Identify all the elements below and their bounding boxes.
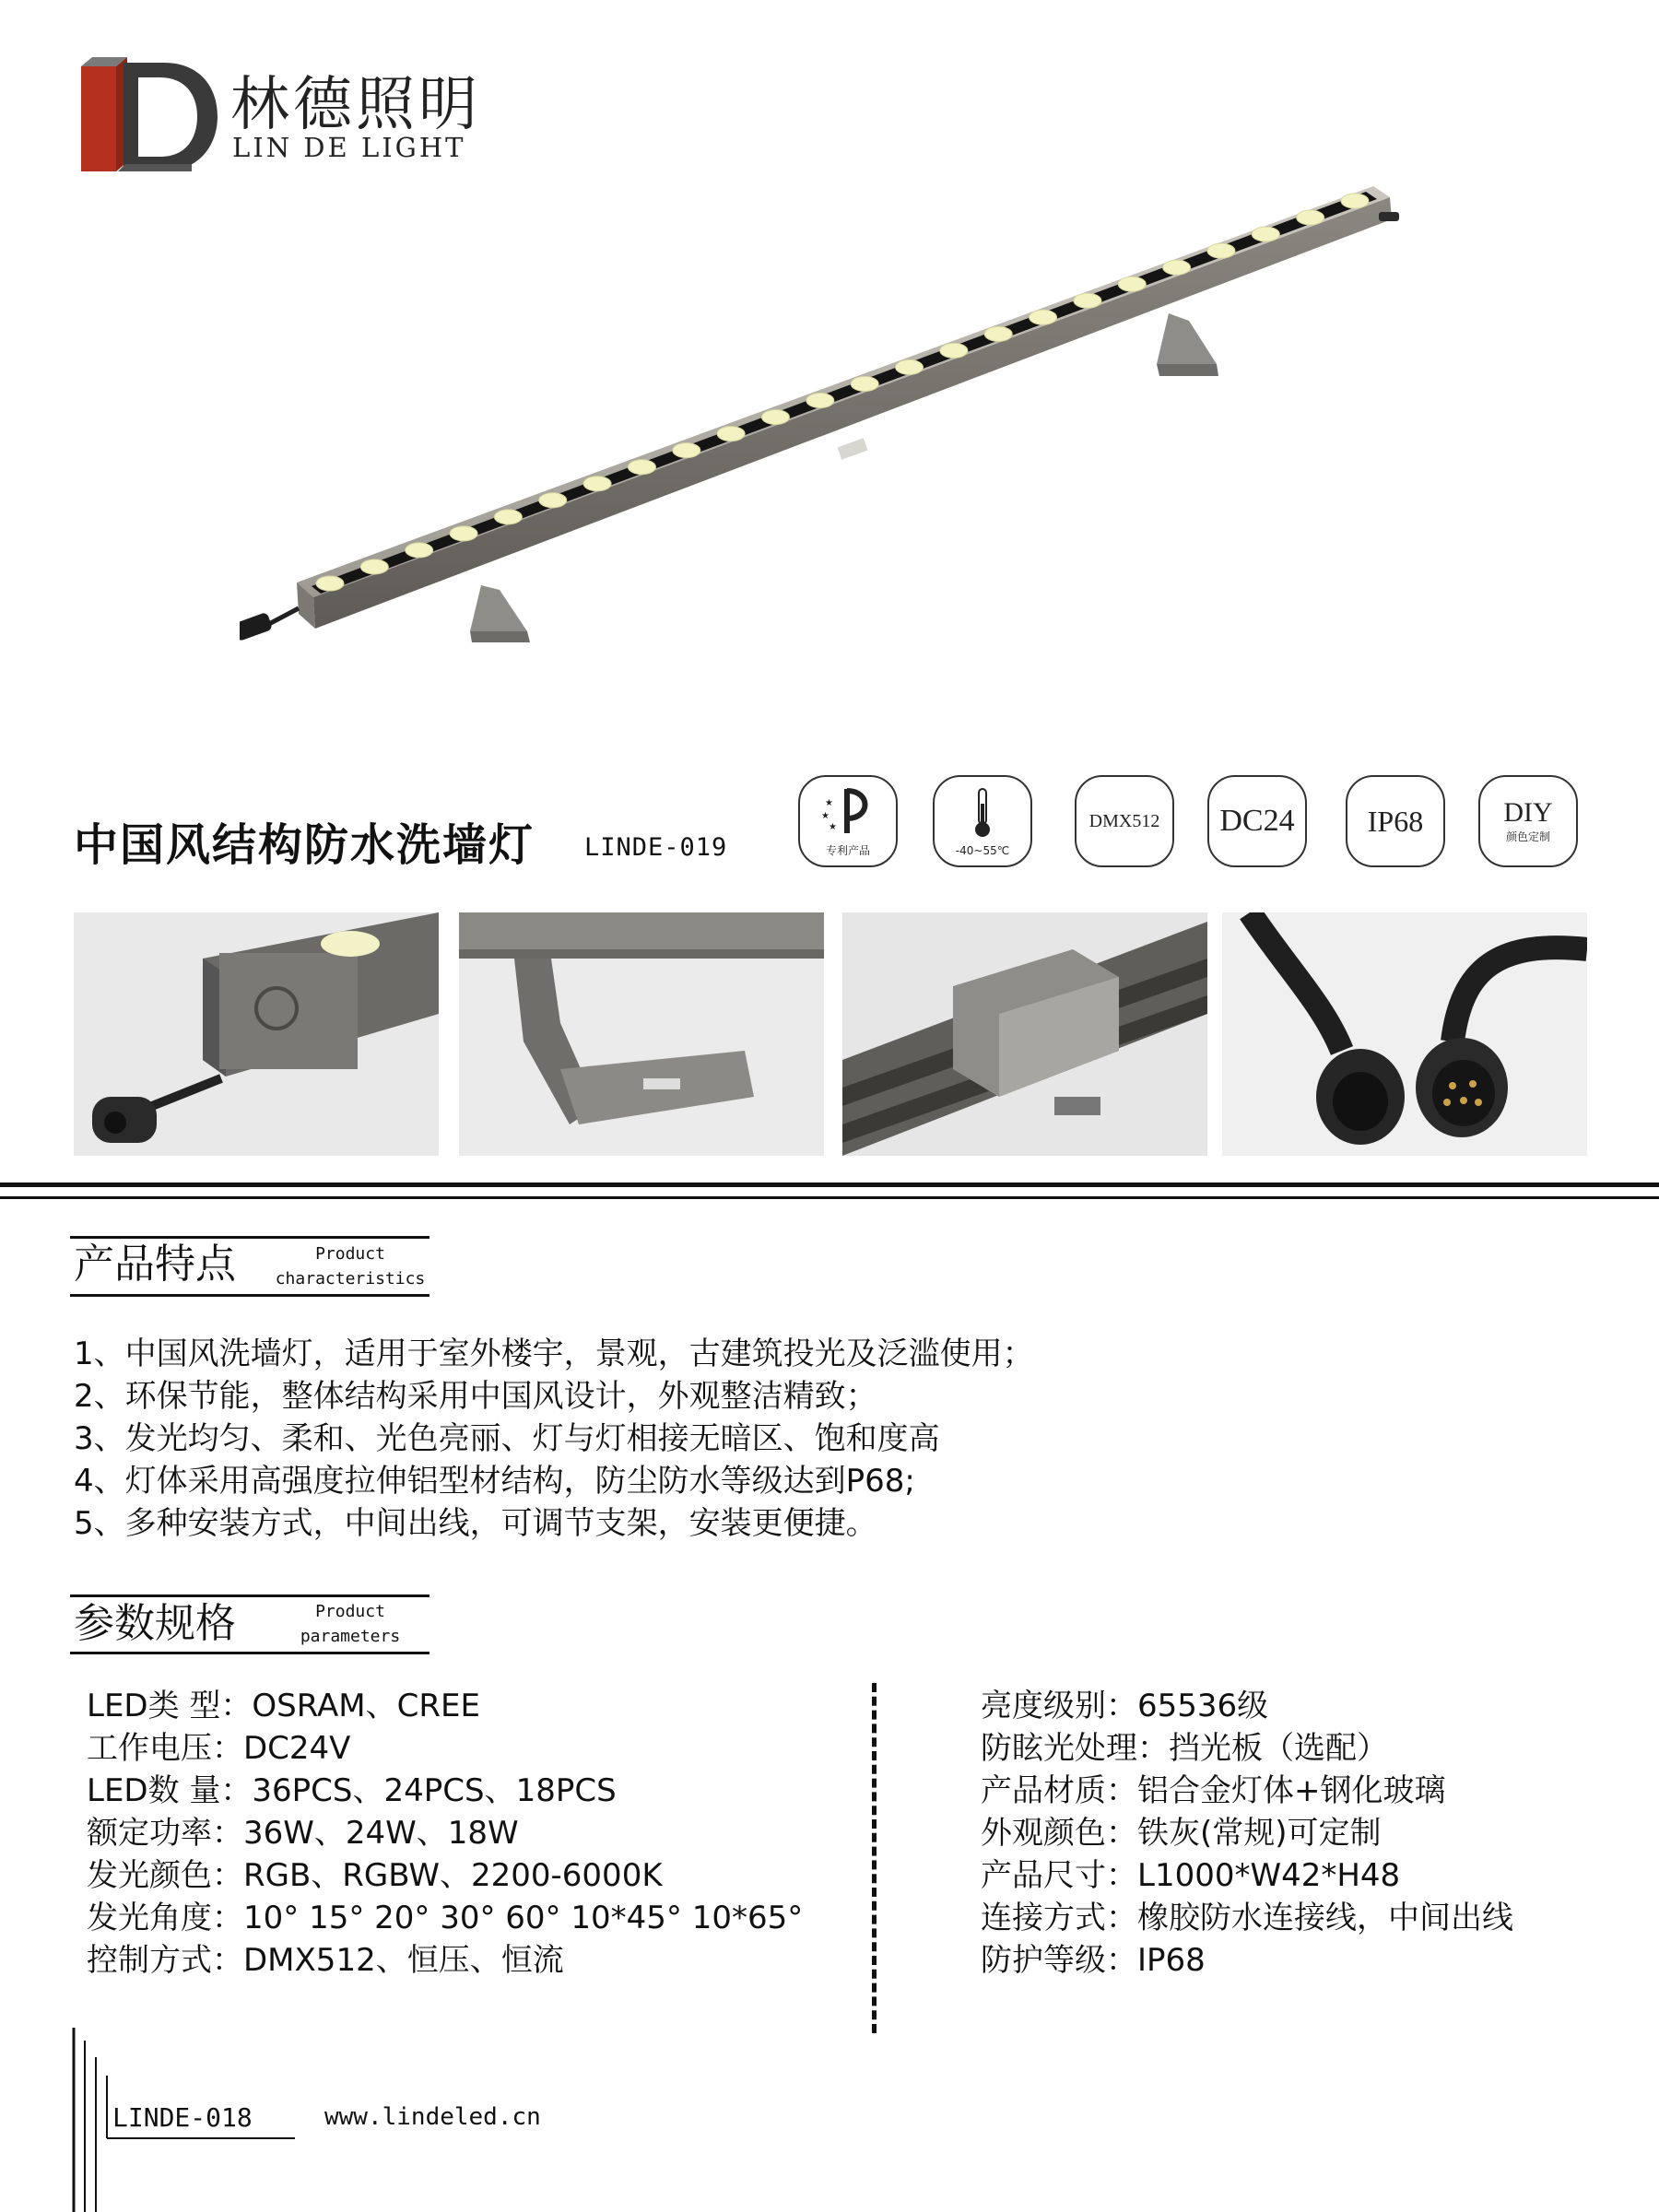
led-dot: [406, 543, 433, 558]
led-dot: [583, 477, 611, 491]
led-dot: [1207, 243, 1235, 258]
led-dot: [1074, 293, 1101, 308]
heading-rule: [70, 1594, 429, 1597]
patent-icon: [819, 785, 877, 839]
specs-heading-en: Product parameters: [300, 1602, 401, 1646]
spec-row: 亮度级别：65536级: [981, 1688, 1269, 1724]
heading-rule: [70, 1652, 429, 1654]
ip68-badge: [1346, 775, 1445, 867]
spec-row: 产品材质：铝合金灯体+钢化玻璃: [981, 1772, 1446, 1809]
spec-row: 外观颜色：铁灰(常规)可定制: [981, 1815, 1382, 1852]
spec-row: 发光角度：10° 15° 20° 30° 60° 10*45° 10*65°: [87, 1900, 804, 1936]
hero-product-image: [240, 184, 1401, 700]
spec-row: LED数 量：36PCS、24PCS、18PCS: [87, 1772, 617, 1809]
column-divider: [872, 1683, 877, 2033]
led-dot: [1252, 227, 1279, 241]
spec-row: 产品尺寸：L1000*W42*H48: [981, 1857, 1401, 1894]
spec-row: LED类 型：OSRAM、CREE: [87, 1688, 480, 1724]
features-heading: 产品特点: [74, 1241, 236, 1288]
brand-name-en: LIN DE LIGHT: [232, 132, 466, 163]
spec-row: 连接方式：橡胶防水连接线，中间出线: [981, 1900, 1513, 1936]
led-dot: [673, 443, 700, 458]
badge-label: DIY: [1503, 796, 1553, 828]
led-dot: [539, 493, 567, 508]
spec-row: 控制方式：DMX512、恒压、恒流: [87, 1942, 564, 1979]
led-dot: [851, 376, 878, 391]
led-dot: [984, 326, 1012, 341]
svg-text:★: ★: [821, 810, 830, 821]
svg-text:★: ★: [825, 797, 833, 808]
led-dot: [761, 410, 789, 425]
led-dot: [896, 359, 924, 374]
waterproof-connector-photo: [1222, 912, 1587, 1156]
diy-badge: [1478, 775, 1578, 867]
patent-badge: [798, 775, 898, 867]
product-model: LINDE-019: [584, 833, 728, 862]
led-dot: [360, 559, 388, 574]
specs-left-column: [87, 1685, 803, 1982]
section-separator: [0, 1182, 1659, 1187]
list-item: 5、多种安装方式，中间出线，可调节支架，安装更便捷。: [74, 1505, 877, 1542]
led-dot: [494, 510, 522, 524]
led-dot: [1341, 194, 1369, 208]
list-item: 1、中国风洗墙灯，适用于室外楼宇，景观，古建筑投光及泛滥使用；: [74, 1335, 1034, 1372]
led-dot: [628, 460, 655, 475]
spec-row: 防护等级：IP68: [981, 1942, 1206, 1979]
dc24-badge: [1207, 775, 1307, 867]
badge-sub: 专利产品: [825, 843, 870, 857]
section-separator: [0, 1196, 1659, 1199]
end-cap-connector-photo: [74, 912, 439, 1156]
svg-text:★: ★: [829, 821, 837, 832]
brand-name-cn: 林德照明: [230, 71, 481, 139]
list-item: 2、环保节能，整体结构采用中国风设计，外观整洁精致；: [74, 1378, 877, 1415]
badge-sub: 颜色定制: [1505, 830, 1550, 843]
spec-row: 防眩光处理：挡光板（选配）: [981, 1730, 1388, 1767]
led-dot: [1118, 276, 1146, 291]
led-dot: [1163, 260, 1191, 275]
spec-row: 发光颜色：RGB、RGBW、2200-6000K: [87, 1857, 663, 1894]
company-logo: [81, 57, 219, 171]
led-dot: [1297, 210, 1324, 225]
led-dot: [316, 576, 344, 591]
specs-heading: 参数规格: [74, 1600, 236, 1647]
features-heading-en: Product characteristics: [275, 1244, 426, 1288]
spec-row: 额定功率：36W、24W、18W: [87, 1815, 519, 1852]
specs-right-column: [981, 1685, 1513, 1982]
led-dot: [1030, 310, 1057, 324]
features-list: [74, 1333, 1034, 1545]
list-item: 3、发光均匀、柔和、光色亮丽、灯与灯相接无暗区、饱和度高: [74, 1420, 940, 1457]
led-dot: [450, 526, 477, 541]
dmx512-badge: [1075, 775, 1174, 867]
mounting-bracket-photo: [459, 912, 824, 1156]
spec-row: 工作电压：DC24V: [87, 1730, 351, 1767]
product-title: 中国风结构防水洗墙灯: [74, 819, 535, 871]
led-dot: [806, 394, 834, 408]
badge-label: IP68: [1367, 805, 1424, 838]
heading-rule: [70, 1294, 429, 1297]
footer-model: LINDE-018: [112, 2102, 253, 2133]
thermometer-icon: [969, 785, 996, 841]
middle-outlet-photo: [842, 912, 1207, 1156]
led-dot: [717, 427, 745, 441]
badge-sub: -40~55℃: [955, 844, 1010, 857]
heading-rule: [70, 1236, 429, 1239]
badge-label: DMX512: [1088, 811, 1160, 831]
list-item: 4、灯体采用高强度拉伸铝型材结构，防尘防水等级达到P68;: [74, 1463, 915, 1500]
temperature-badge: [933, 775, 1032, 867]
badge-label: DC24: [1219, 804, 1295, 838]
led-dot: [940, 343, 968, 358]
footer-url[interactable]: www.lindeled.cn: [324, 2103, 541, 2131]
